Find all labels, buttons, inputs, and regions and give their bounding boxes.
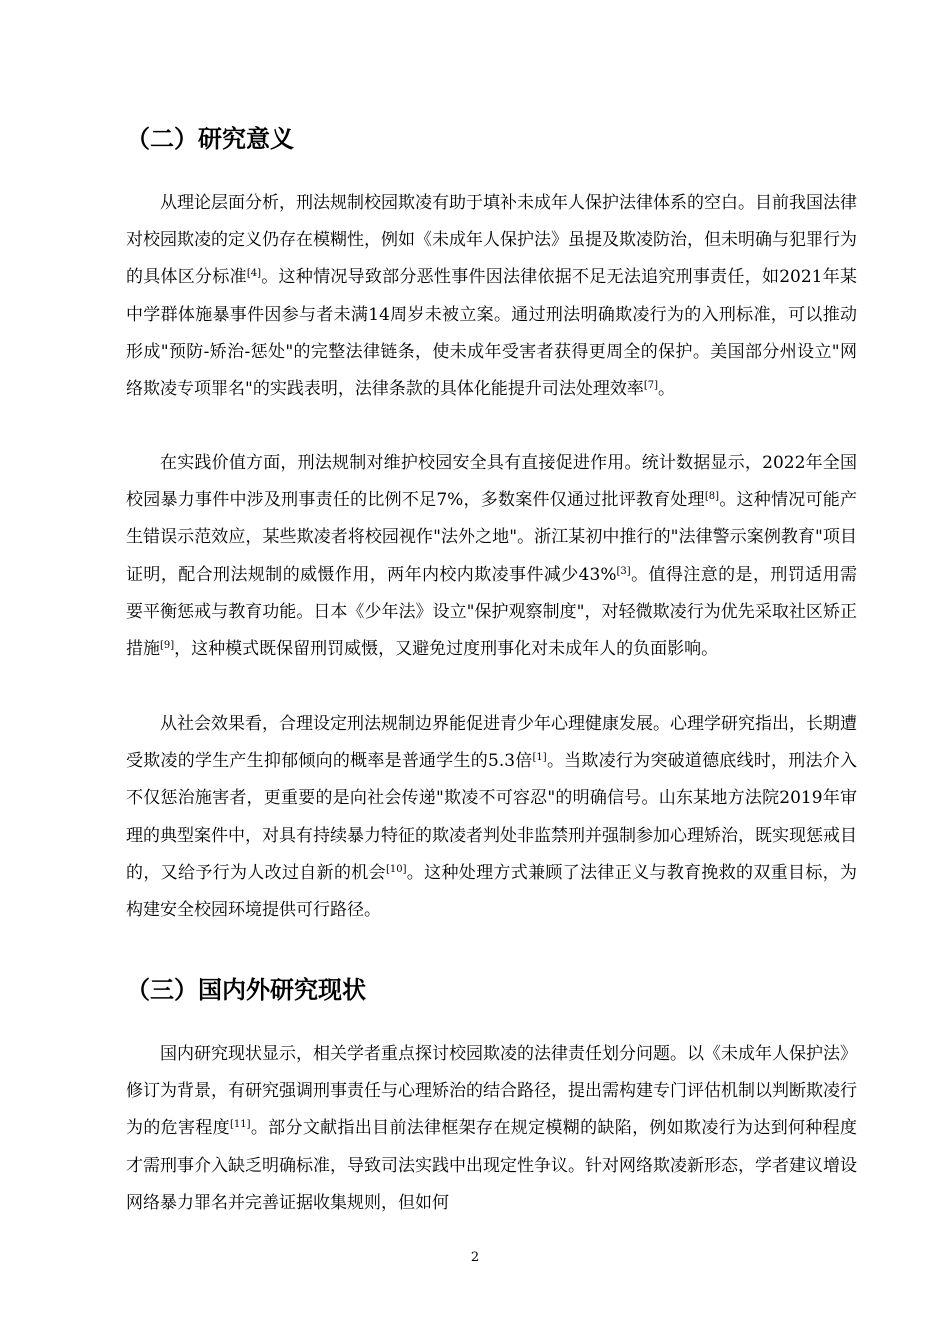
paragraph-text: 。部分文献指出目前法律框架存在规定模糊的缺陷，例如欺凌行为达到何种程度才需刑事介入缺乏明确标准，导致司法实践中出现定性争议。针对网络欺凌新形态，学者建议增设网络暴力罪名并完善证据收集规则，但如何 [126,1118,858,1213]
paragraph-text: 从社会效果看，合理设定刑法规制边界能促进青少年心理健康发展。心理学研究指出，长期遭受欺凌的学生产生抑郁倾向的概率是普通学生的5.3倍 [126,714,857,772]
paragraph-text: ，这种模式既保留刑罚威慑，又避免过度刑事化对未成年人的负面影响。 [174,639,719,660]
paragraph-text: 。这种情况可能产生错误示范效应，某些欺凌者将校园视作"法外之地"。浙江某初中推行的"法律警示案例教育"项目证明，配合刑法规制的威慑作用，两年内校内欺凌事件减少43% [126,490,858,585]
page-number: 2 [470,1250,480,1265]
paragraph-text: 。值得注意的是，刑罚适用需要平衡惩戒与教育功能。日本《少年法》设立"保护观察制度"，对轻微欺凌行为优先采取社区矫正措施 [126,564,857,660]
citation-marker: [10] [385,863,407,875]
paragraph-text: 。 [658,379,675,400]
citation-marker: [8] [704,491,720,503]
paragraph-text: 从理论层面分析，刑法规制校园欺凌有助于填补未成年人保护法律体系的空白。目前我国法律对校园欺凌的定义仍存在模糊性，例如《未成年人保护法》虽提及欺凌防治，但未明确与犯罪行为的具体区分标准 [126,193,857,288]
paragraph-text: 。这种情况导致部分恶性事件因法律依据不足无法追究刑事责任，如2021年某中学群体施暴事件因参与者未满14周岁未被立案。通过刑法明确欺凌行为的入刑标准，可以推动形成"预防-矫治-惩处"的完整法律链条，使未成年受害者获得更周全的保护。美国部分州设立"网络欺凌专项罪名"的实践表明，法律条款的具体化能提升司法处理效率 [126,267,858,400]
citation-marker: [11] [229,1119,251,1131]
citation-marker: [7] [643,380,658,392]
citation-marker: [4] [246,268,262,280]
citation-marker: [3] [616,565,631,577]
paragraph-text: 。当欺凌行为突破道德底线时，刑法介入不仅惩治施害者，更重要的是向社会传递"欺凌不可容忍"的明确信号。山东某地方法院2019年审理的典型案件中，对具有持续暴力特征的欺凌者判处非监禁刑并强制参加心理矫治，既实现惩戒目的，又给予行为人改过自新的机会 [126,751,857,883]
citation-marker: [9] [160,640,175,652]
paragraph-text: 。这种处理方式兼顾了法律正义与教育挽救的双重目标，为构建安全校园环境提供可行路径。 [126,862,858,921]
section-heading-research-significance: （二）研究意义 [126,125,294,153]
paragraph-domestic-research [126,1036,857,1222]
paragraph-social-effect [126,706,857,929]
paragraph-practical-value [126,445,857,668]
section-heading-research-status: （三）国内外研究现状 [126,976,366,1004]
paragraph-text: 国内研究现状显示，相关学者重点探讨校园欺凌的法律责任划分问题。以《未成年人保护法》修订为背景，有研究强调刑事责任与心理矫治的结合路径，提出需构建专门评估机制以判断欺凌行为的危害程度 [126,1044,857,1139]
paragraph-theoretical-significance [126,185,857,408]
paragraph-text: 在实践价值方面，刑法规制对维护校园安全具有直接促进作用。统计数据显示，2022年全国校园暴力事件中涉及刑事责任的比例不足7%，多数案件仅通过批评教育处理 [126,453,857,511]
citation-marker: [1] [532,752,547,764]
